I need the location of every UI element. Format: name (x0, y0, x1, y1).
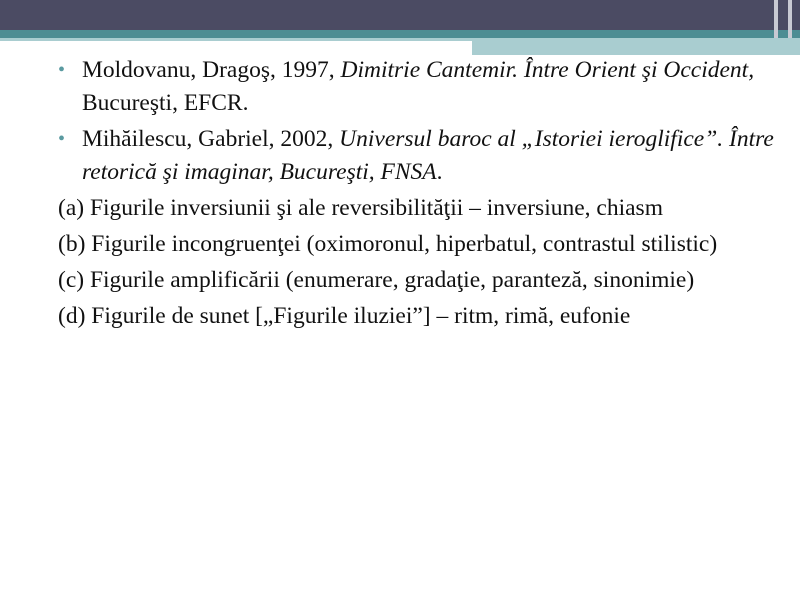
header-accent-bar (774, 0, 778, 38)
header-band-teal (0, 30, 800, 38)
header-accent-bar (788, 0, 792, 38)
small-round-bullet-icon: • (58, 59, 66, 81)
figure-category-item: (a) Figurile inversiunii şi ale reversibilităţii – inversiune, chiasm (58, 195, 663, 221)
figure-category-item: (b) Figurile incongruenţei (oximoronul, hiperbatul, contrastul stilistic) (58, 231, 718, 257)
figure-category-item: (c) Figurile amplificării (enumerare, gradaţie, paranteză, sinonimie) (58, 267, 695, 293)
figure-category-item: (d) Figurile de sunet [„Figurile iluziei”] – ritm, rimă, eufonie (58, 303, 631, 329)
entry-text: . (436, 159, 443, 185)
slide-body (58, 54, 788, 336)
header-band-light-right (472, 38, 800, 55)
entry-text: Mihăilescu, Gabriel, 2002, (82, 126, 340, 152)
bibliography-entry (58, 54, 788, 120)
header-band-dark (0, 0, 800, 30)
entry-title: Universul baroc al „Istoriei ieroglifice”. Între retorică şi imaginar, Bucureşti, FNSA (82, 126, 774, 185)
entry-text: Moldovanu, Dragoş, 1997, (82, 57, 341, 83)
entry-text: Bucureşti, EFCR. (82, 90, 249, 116)
small-round-bullet-icon: • (58, 128, 66, 150)
bibliography-entry (58, 123, 788, 189)
entry-title: Dimitrie Cantemir. Între Orient şi Occident, (340, 57, 755, 83)
header-band-light-left (0, 38, 472, 41)
